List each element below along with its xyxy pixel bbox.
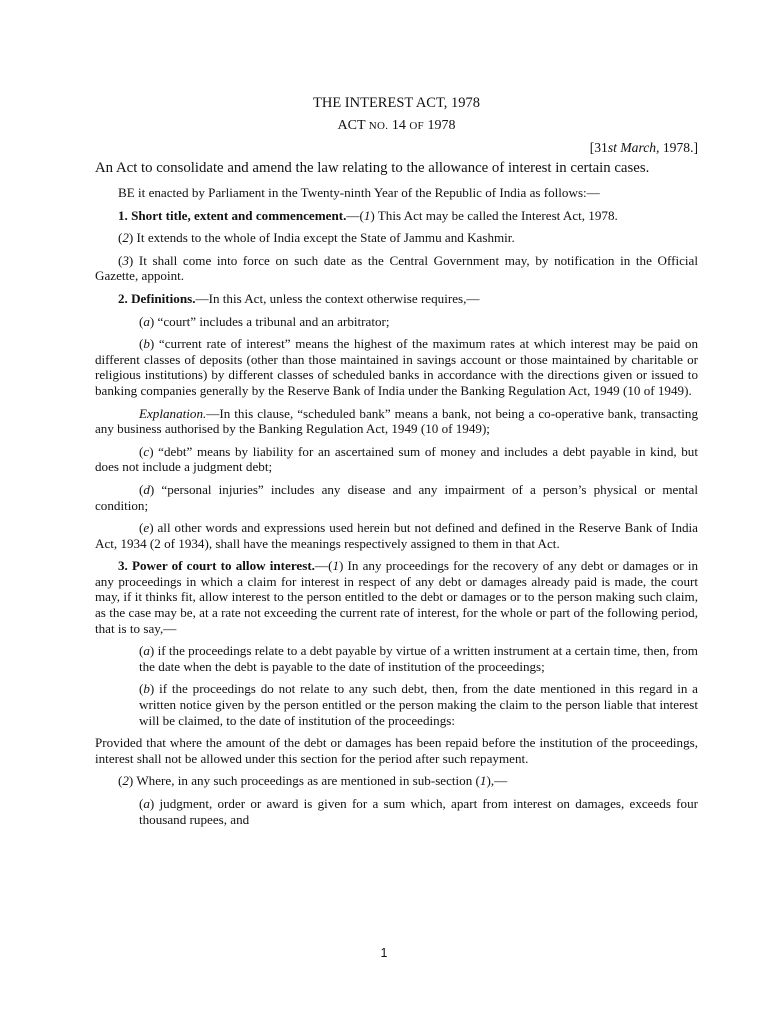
enactment-date: [31st March, 1978.] bbox=[589, 140, 698, 155]
clause-b: (b) if the proceedings do not relate to any such debt, then, from the date mentioned in this regard in a written notice given by the person entitled or the person making the claim to the person liable that interest will be claimed, to the date of institution of the proceedings: bbox=[139, 681, 698, 728]
act-number bbox=[95, 117, 698, 135]
act-num: 14 bbox=[391, 118, 406, 133]
definition-e: (e) all other words and expressions used herein but not defined and defined in the Reserve Bank of India Act, 1934 (2 of 1934), shall have the meanings respectively assigned to them in that Act. bbox=[95, 520, 698, 551]
page-number: 1 bbox=[380, 946, 388, 960]
section-1-subsection-3: (3) It shall come into force on such date as the Central Government may, by notification in the Official Gazette, appoint. bbox=[95, 252, 698, 284]
definition-b: (b) “current rate of interest” means the highest of the maximum rates at which interest may be paid on different classes of deposits (other than those maintained in savings account or those maintained by charitable or religious institutions) by different classes of scheduled banks in accordance with the directions given or issued to banking companies generally by the Reserve Bank of India under the Banking Regulation Act, 1949 (10 of 1949). bbox=[95, 336, 698, 398]
no-word: NO. bbox=[368, 120, 389, 132]
definition-c: (c) “debt” means by liability for an ascertained sum of money and includes a debt payable in kind, but does not include a judgment debt; bbox=[95, 443, 698, 475]
section-3-subsection-2: (2) Where, in any such proceedings as are mentioned in sub-section (1),— bbox=[118, 773, 508, 789]
section-3-heading: 3. Power of court to allow interest. bbox=[118, 558, 315, 574]
proviso: Provided that where the amount of the debt or damages has been repaid before the institution of the proceedings, interest shall not be allowed under this section for the period after such repayment. bbox=[95, 735, 698, 766]
section-2-intro: 2. Definitions.—In this Act, unless the context otherwise requires,— bbox=[118, 290, 480, 306]
clause-2a: (a) judgment, order or award is given for a sum which, apart from interest on damages, exceeds four thousand rupees, and bbox=[139, 796, 698, 827]
section-1-subsection-2: (2) It extends to the whole of India except the State of Jammu and Kashmir. bbox=[118, 230, 515, 246]
enacting-formula: BE it enacted by Parliament in the Twenty-ninth Year of the Republic of India as follows:— bbox=[118, 185, 600, 200]
act-year: 1978 bbox=[427, 118, 456, 133]
section-2-heading: 2. Definitions. bbox=[118, 290, 196, 306]
explanation: Explanation.—In this clause, “scheduled bank” means a bank, not being a co-operative bank, transacting any business authorised by the Banking Regulation Act, 1949 (10 of 1949); bbox=[95, 405, 698, 437]
section-1-subsection-1: 1. Short title, extent and commencement.—(1) This Act may be called the Interest Act, 1978. bbox=[118, 207, 618, 223]
long-title: An Act to consolidate and amend the law relating to the allowance of interest in certain cases. bbox=[95, 160, 650, 176]
clause-a: (a) if the proceedings relate to a debt payable by virtue of a written instrument at a certain time, then, from the date when the debt is payable to the date of institution of the proceedings; bbox=[139, 643, 698, 674]
section-1-heading: 1. Short title, extent and commencement. bbox=[118, 207, 347, 223]
act-word: ACT bbox=[337, 118, 366, 133]
document-page bbox=[95, 94, 698, 834]
act-title: THE INTEREST ACT, 1978 bbox=[312, 95, 480, 111]
definition-a: (a) “court” includes a tribunal and an arbitrator; bbox=[139, 313, 390, 329]
of-word: OF bbox=[409, 120, 424, 132]
definition-d: (d) “personal injuries” includes any disease and any impairment of a person’s physical or mental condition; bbox=[95, 481, 698, 513]
section-3-subsection-1: 3. Power of court to allow interest.—(1) In any proceedings for the recovery of any debt or damages or in any proceedings in which a claim for interest in respect of any debt or damages already paid is made, the court may, if it thinks fit, allow interest to the person entitled to the debt or damages or to the person making such claim, as the case may be, at a rate not exceeding the current rate of interest, for the whole or part of the following period, that is to say,— bbox=[95, 558, 699, 636]
